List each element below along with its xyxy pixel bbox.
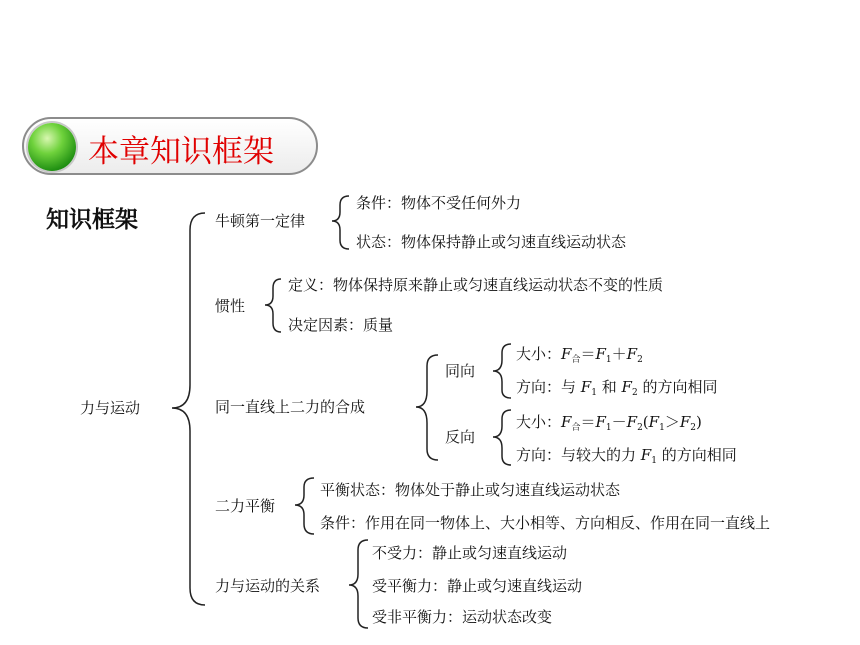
balance-condition: 条件：作用在同一物体上、大小相等、方向相反、作用在同一直线上: [320, 514, 771, 532]
opposite-direction: 方向：与较大的力 $F_1$ 的方向相同: [516, 446, 737, 466]
node-inertia: 惯性: [215, 297, 246, 315]
opposite-size: [516, 413, 702, 437]
same-size-prefix: 大小：: [516, 345, 562, 363]
same-dir-prefix: 方向：与: [516, 378, 577, 396]
chapter-title: 本章知识框架: [88, 134, 274, 170]
node-combination: 同一直线上二力的合成: [215, 398, 366, 416]
opposite-size-formula: $F_合=F_1-F_2(F_1>F_2)$: [561, 413, 702, 433]
node-newton: 牛顿第一定律: [215, 212, 306, 230]
brace-opposite: [493, 410, 511, 465]
opposite-dir-prefix: 方向：与较大的力: [516, 446, 637, 464]
brace-same: [493, 344, 511, 398]
section-label: 知识框架: [46, 207, 138, 233]
brace-inertia: [265, 279, 281, 332]
brace-relation: [349, 540, 368, 628]
opposite-dir-suffix: 的方向相同: [661, 446, 737, 464]
group-same: 同向: [445, 362, 476, 380]
same-dir-and: 和: [601, 378, 617, 396]
relation-unbalanced: 受非平衡力：运动状态改变: [372, 608, 553, 626]
newton-state: 状态：物体保持静止或匀速直线运动状态: [356, 233, 627, 251]
brace-combination: [416, 355, 438, 460]
node-relation: 力与运动的关系: [215, 577, 321, 595]
group-opposite: 反向: [445, 428, 476, 446]
inertia-definition: 定义：物体保持原来静止或匀速直线运动状态不变的性质: [288, 276, 664, 294]
balance-state: 平衡状态：物体处于静止或匀速直线运动状态: [320, 481, 621, 499]
root-node: 力与运动: [80, 399, 141, 417]
brace-root: [172, 213, 205, 605]
node-balance: 二力平衡: [215, 497, 276, 515]
opposite-size-prefix: 大小：: [516, 413, 562, 431]
same-dir-suffix: 的方向相同: [642, 378, 718, 396]
relation-no-force: 不受力：静止或匀速直线运动: [372, 544, 568, 562]
same-direction: 方向：与 $F_1$ 和 $F_2$ 的方向相同: [516, 378, 718, 398]
brace-balance: [295, 478, 314, 534]
same-size-formula: $F_合=F_1+F_2$: [561, 345, 643, 365]
same-size: [516, 345, 643, 369]
brace-newton: [332, 196, 349, 249]
inertia-factor: 决定因素：质量: [288, 316, 394, 334]
relation-balanced: 受平衡力：静止或匀速直线运动: [372, 577, 583, 595]
newton-condition: 条件：物体不受任何外力: [356, 194, 522, 212]
